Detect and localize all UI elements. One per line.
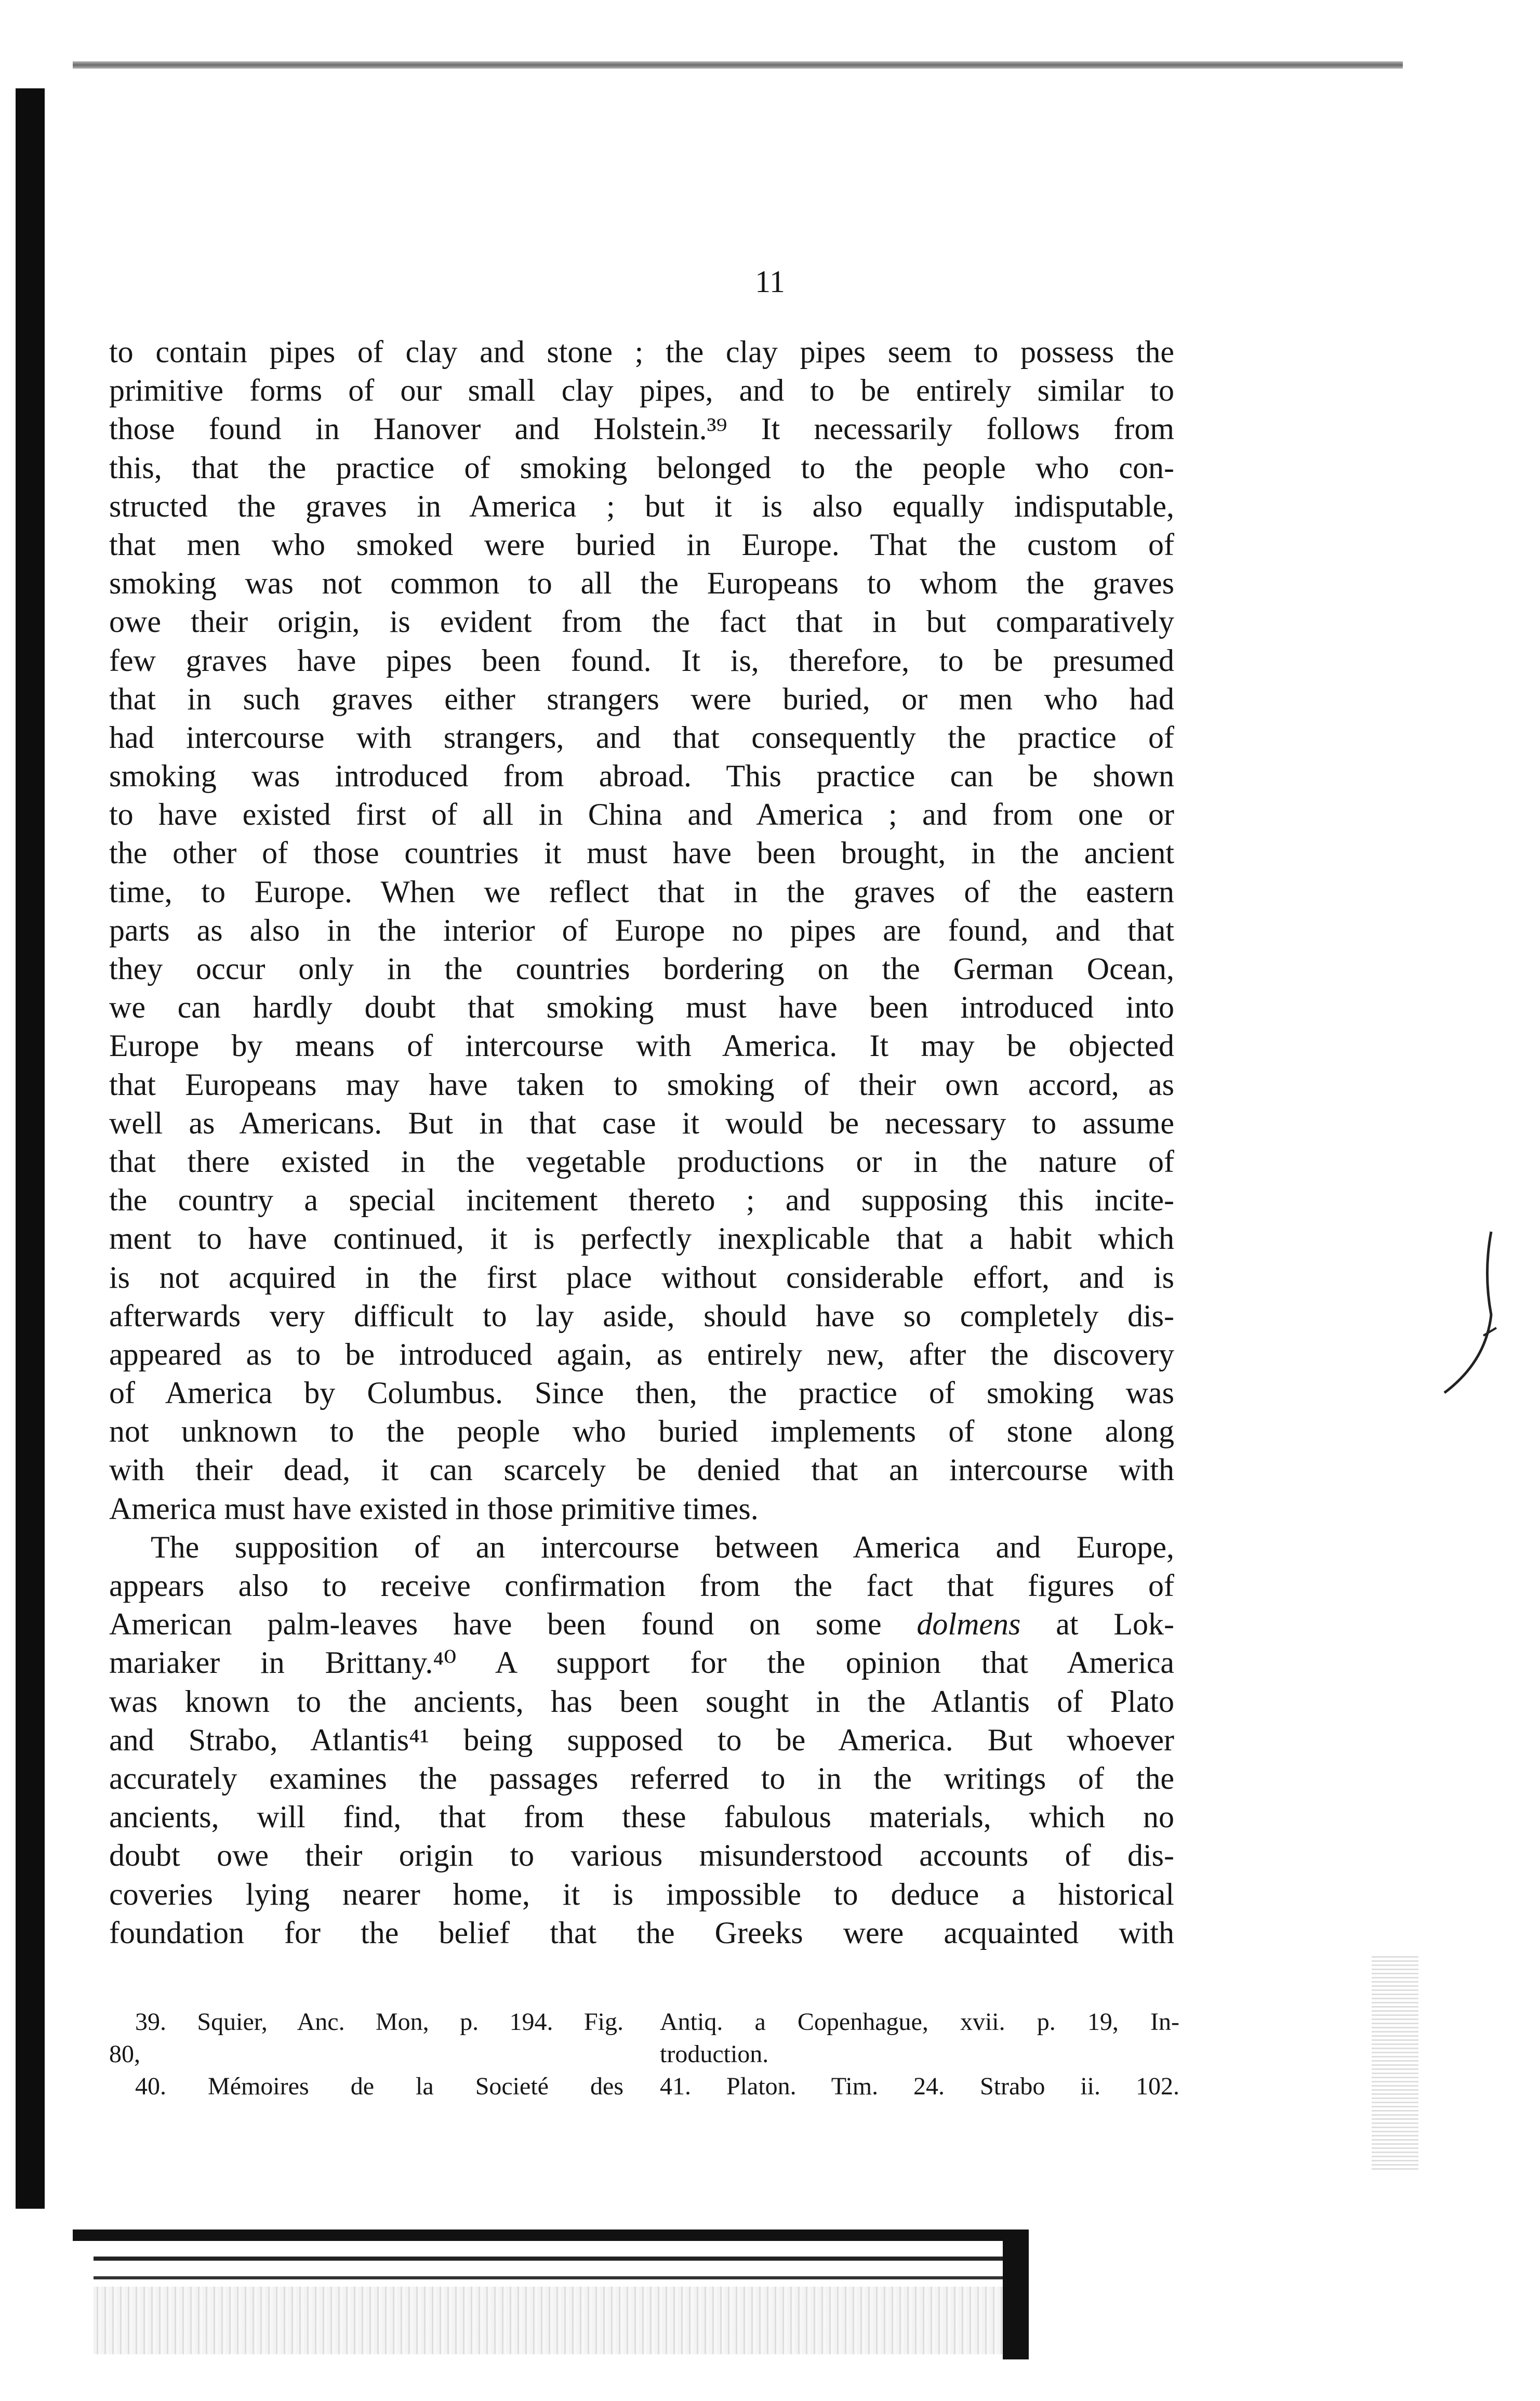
text-line: smoking was introduced from abroad. This practice can be shown — [109, 759, 1174, 794]
text-line: those found in Hanover and Holstein.³⁹ It necessarily follows from — [109, 412, 1174, 446]
text-line: few graves have pipes been found. It is, therefore, to be presumed — [109, 643, 1174, 678]
text-line: Europe by means of intercourse with America. It may be objected — [109, 1028, 1174, 1063]
text-line: American palm-leaves have been found on some dolmens at Lok- — [109, 1607, 1174, 1642]
text-line: owe their origin, is evident from the fact that in but comparatively — [109, 604, 1174, 639]
scan-bottom-frame — [73, 2230, 1029, 2359]
text-line: with their dead, it can scarcely be denied that an intercourse with — [109, 1453, 1174, 1487]
footnote-39: 39. Squier, Anc. Mon, p. 194. Fig. — [135, 2008, 623, 2036]
text-line: had intercourse with strangers, and that consequently the practice of — [109, 720, 1174, 755]
scan-top-rule — [73, 61, 1403, 69]
text-line: that men who smoked were buried in Europe. That the custom of — [109, 527, 1174, 562]
text-line: mariaker in Brittany.⁴⁰ A support for the opinion that America — [109, 1645, 1174, 1680]
text-line: appears also to receive confirmation from the fact that figures of — [109, 1568, 1174, 1603]
text-line: that in such graves either strangers were buried, or men who had — [109, 681, 1174, 716]
text-line: this, that the practice of smoking belonged to the people who con- — [109, 450, 1174, 485]
text-line: that there existed in the vegetable productions or in the nature of — [109, 1144, 1174, 1179]
body-text — [109, 333, 1174, 1952]
text-line: and Strabo, Atlantis⁴¹ being supposed to be America. But whoever — [109, 1722, 1174, 1757]
text-line: of America by Columbus. Since then, the practice of smoking was — [109, 1376, 1174, 1410]
footnote-39-cont: 80, — [109, 2040, 140, 2068]
text-line: to have existed first of all in China and America ; and from one or — [109, 797, 1174, 832]
footnotes-right-column — [660, 2006, 1179, 2103]
text-line: not unknown to the people who buried implements of stone along — [109, 1414, 1174, 1449]
text-line: coveries lying nearer home, it is impossible to deduce a historical — [109, 1877, 1174, 1911]
text-line: they occur only in the countries bordering on the German Ocean, — [109, 952, 1174, 986]
margin-pencil-mark — [1434, 1226, 1507, 1403]
scan-edge-noise — [1372, 1954, 1418, 2172]
text-line: ancients, will find, that from these fabulous materials, which no — [109, 1800, 1174, 1835]
text-line: the country a special incitement thereto ; and supposing this incite- — [109, 1183, 1174, 1218]
text-line: that Europeans may have taken to smoking of their own accord, as — [109, 1067, 1174, 1102]
page-number: 11 — [755, 265, 785, 299]
text-line: time, to Europe. When we reflect that in the graves of the eastern — [109, 874, 1174, 909]
scan-binding-edge — [16, 88, 45, 2209]
footnote-40-cont-end: troduction. — [660, 2040, 769, 2068]
paragraph-end-line: America must have existed in those primitive times. — [109, 1491, 759, 1526]
text-line: foundation for the belief that the Greeks were acquainted with — [109, 1915, 1174, 1950]
footnote-41: 41. Platon. Tim. 24. Strabo ii. 102. — [660, 2073, 1179, 2100]
text-line: doubt owe their origin to various misunderstood accounts of dis- — [109, 1838, 1174, 1873]
text-line: is not acquired in the first place without considerable effort, and is — [109, 1260, 1174, 1295]
footnotes-left-column — [109, 2006, 623, 2103]
text-line: smoking was not common to all the Europeans to whom the graves — [109, 566, 1174, 601]
text-line: appeared as to be introduced again, as entirely new, after the discovery — [109, 1337, 1174, 1371]
text-line: parts as also in the interior of Europe no pipes are found, and that — [109, 913, 1174, 947]
text-line: the other of those countries it must have been brought, in the ancient — [109, 836, 1174, 870]
text-line: accurately examines the passages referred to in the writings of the — [109, 1761, 1174, 1796]
footnote-40-cont: Antiq. a Copenhague, xvii. p. 19, In- — [660, 2008, 1179, 2036]
text-line: ment to have continued, it is perfectly inexplicable that a habit which — [109, 1221, 1174, 1256]
text-line: primitive forms of our small clay pipes, and to be entirely similar to — [109, 373, 1174, 408]
text-line: well as Americans. But in that case it would be necessary to assume — [109, 1105, 1174, 1140]
text-line: to contain pipes of clay and stone ; the clay pipes seem to possess the — [109, 335, 1174, 369]
paragraph-start-line: The supposition of an intercourse between America and Europe, — [151, 1529, 1174, 1564]
text-line: structed the graves in America ; but it is also equally indisputable, — [109, 489, 1174, 523]
text-line: was known to the ancients, has been sought in the Atlantis of Plato — [109, 1684, 1174, 1719]
footnote-40: 40. Mémoires de la Societé des — [135, 2073, 623, 2100]
text-line: afterwards very difficult to lay aside, should have so completely dis- — [109, 1298, 1174, 1333]
text-line: we can hardly doubt that smoking must have been introduced into — [109, 990, 1174, 1025]
